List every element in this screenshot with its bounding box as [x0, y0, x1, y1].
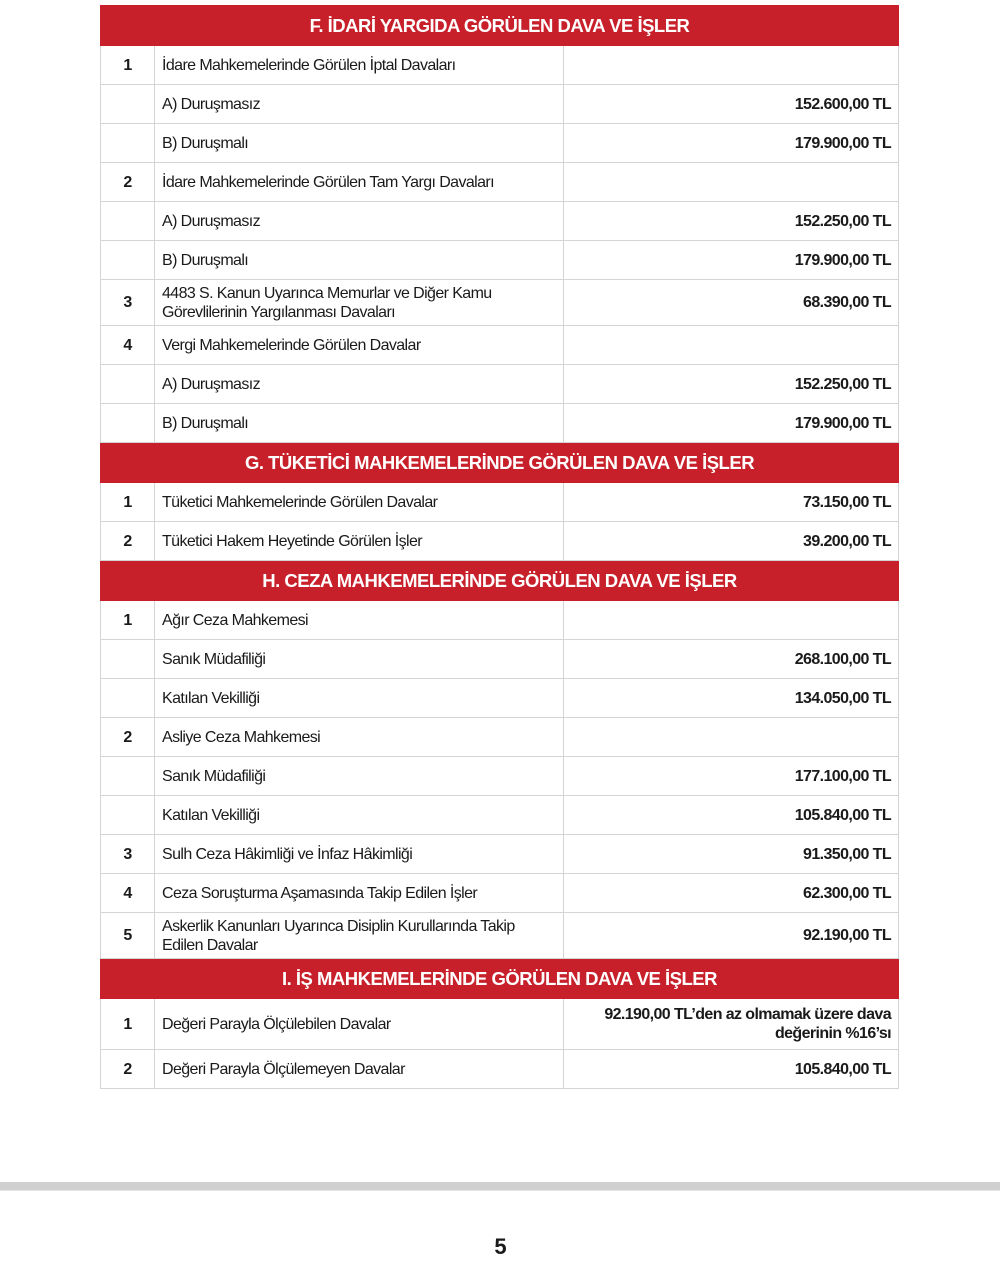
row-description: B) Duruşmalı: [155, 124, 564, 163]
row-description: Katılan Vekilliği: [155, 796, 564, 835]
row-number: [101, 124, 155, 163]
row-fee-value: [564, 326, 899, 365]
row-description: İdare Mahkemelerinde Görülen İptal Davaları: [155, 46, 564, 85]
row-number: 1: [101, 46, 155, 85]
table-row: [101, 999, 899, 1050]
row-description: B) Duruşmalı: [155, 241, 564, 280]
row-fee-value: 179.900,00 TL: [564, 241, 899, 280]
table-row: [101, 483, 899, 522]
row-fee-value: 152.250,00 TL: [564, 202, 899, 241]
row-fee-value: 105.840,00 TL: [564, 796, 899, 835]
table-row: [101, 85, 899, 124]
row-fee-value: 92.190,00 TL’den az olmamak üzere dava değerinin %16’sı: [564, 999, 899, 1050]
row-number: 4: [101, 326, 155, 365]
row-fee-value: [564, 163, 899, 202]
row-number: 1: [101, 601, 155, 640]
row-description: Tüketici Hakem Heyetinde Görülen İşler: [155, 522, 564, 561]
row-description: Askerlik Kanunları Uyarınca Disiplin Kurullarında Takip Edilen Davalar: [155, 913, 564, 959]
row-description: Ağır Ceza Mahkemesi: [155, 601, 564, 640]
row-number: [101, 404, 155, 443]
section-title: H. CEZA MAHKEMELERİNDE GÖRÜLEN DAVA VE İŞLER: [101, 561, 899, 601]
row-number: 1: [101, 483, 155, 522]
row-description: Sanık Müdafiliği: [155, 640, 564, 679]
row-fee-value: 91.350,00 TL: [564, 835, 899, 874]
row-fee-value: 179.900,00 TL: [564, 124, 899, 163]
row-fee-value: 152.250,00 TL: [564, 365, 899, 404]
row-number: 5: [101, 913, 155, 959]
row-description: Asliye Ceza Mahkemesi: [155, 718, 564, 757]
table-row: [101, 522, 899, 561]
row-number: [101, 757, 155, 796]
fee-schedule-table: [100, 5, 899, 1089]
section-header-row: [101, 443, 899, 483]
row-description: Değeri Parayla Ölçülemeyen Davalar: [155, 1050, 564, 1089]
row-description: Tüketici Mahkemelerinde Görülen Davalar: [155, 483, 564, 522]
row-fee-value: 73.150,00 TL: [564, 483, 899, 522]
section-header-row: [101, 561, 899, 601]
row-number: [101, 365, 155, 404]
section-header-row: [101, 959, 899, 999]
row-description: Sulh Ceza Hâkimliği ve İnfaz Hâkimliği: [155, 835, 564, 874]
row-fee-value: 179.900,00 TL: [564, 404, 899, 443]
row-fee-value: [564, 46, 899, 85]
row-description: 4483 S. Kanun Uyarınca Memurlar ve Diğer Kamu Görevlilerinin Yargılanması Davaları: [155, 280, 564, 326]
table-row: [101, 163, 899, 202]
row-description: Ceza Soruşturma Aşamasında Takip Edilen İşler: [155, 874, 564, 913]
row-number: 3: [101, 280, 155, 326]
section-title: F. İDARİ YARGIDA GÖRÜLEN DAVA VE İŞLER: [101, 6, 899, 46]
table-row: [101, 241, 899, 280]
row-number: [101, 241, 155, 280]
row-description: A) Duruşmasız: [155, 202, 564, 241]
footer-divider: [0, 1182, 1000, 1191]
row-fee-value: 62.300,00 TL: [564, 874, 899, 913]
row-fee-value: [564, 718, 899, 757]
row-number: [101, 679, 155, 718]
row-fee-value: [564, 601, 899, 640]
row-number: 2: [101, 163, 155, 202]
row-description: Katılan Vekilliği: [155, 679, 564, 718]
row-fee-value: 268.100,00 TL: [564, 640, 899, 679]
table-row: [101, 124, 899, 163]
fee-schedule-body: [101, 6, 899, 1089]
row-number: 4: [101, 874, 155, 913]
row-description: A) Duruşmasız: [155, 85, 564, 124]
row-fee-value: 105.840,00 TL: [564, 1050, 899, 1089]
row-number: [101, 85, 155, 124]
table-row: [101, 280, 899, 326]
table-row: [101, 679, 899, 718]
table-row: [101, 796, 899, 835]
table-row: [101, 874, 899, 913]
row-description: Değeri Parayla Ölçülebilen Davalar: [155, 999, 564, 1050]
section-title: I. İŞ MAHKEMELERİNDE GÖRÜLEN DAVA VE İŞLER: [101, 959, 899, 999]
table-row: [101, 913, 899, 959]
table-row: [101, 718, 899, 757]
row-number: 3: [101, 835, 155, 874]
row-description: A) Duruşmasız: [155, 365, 564, 404]
row-number: 1: [101, 999, 155, 1050]
table-row: [101, 835, 899, 874]
section-title: G. TÜKETİCİ MAHKEMELERİNDE GÖRÜLEN DAVA VE İŞLER: [101, 443, 899, 483]
table-row: [101, 601, 899, 640]
row-description: B) Duruşmalı: [155, 404, 564, 443]
row-number: [101, 796, 155, 835]
table-row: [101, 1050, 899, 1089]
table-row: [101, 404, 899, 443]
row-number: 2: [101, 522, 155, 561]
row-description: Sanık Müdafiliği: [155, 757, 564, 796]
row-fee-value: 68.390,00 TL: [564, 280, 899, 326]
row-fee-value: 177.100,00 TL: [564, 757, 899, 796]
table-row: [101, 365, 899, 404]
row-description: İdare Mahkemelerinde Görülen Tam Yargı Davaları: [155, 163, 564, 202]
row-fee-value: 152.600,00 TL: [564, 85, 899, 124]
table-row: [101, 202, 899, 241]
table-row: [101, 757, 899, 796]
row-number: 2: [101, 718, 155, 757]
row-description: Vergi Mahkemelerinde Görülen Davalar: [155, 326, 564, 365]
row-number: [101, 640, 155, 679]
row-fee-value: 134.050,00 TL: [564, 679, 899, 718]
row-number: [101, 202, 155, 241]
table-row: [101, 640, 899, 679]
row-fee-value: 39.200,00 TL: [564, 522, 899, 561]
page-number: 5: [494, 1234, 506, 1259]
table-row: [101, 326, 899, 365]
row-number: 2: [101, 1050, 155, 1089]
section-header-row: [101, 6, 899, 46]
table-row: [101, 46, 899, 85]
row-fee-value: 92.190,00 TL: [564, 913, 899, 959]
